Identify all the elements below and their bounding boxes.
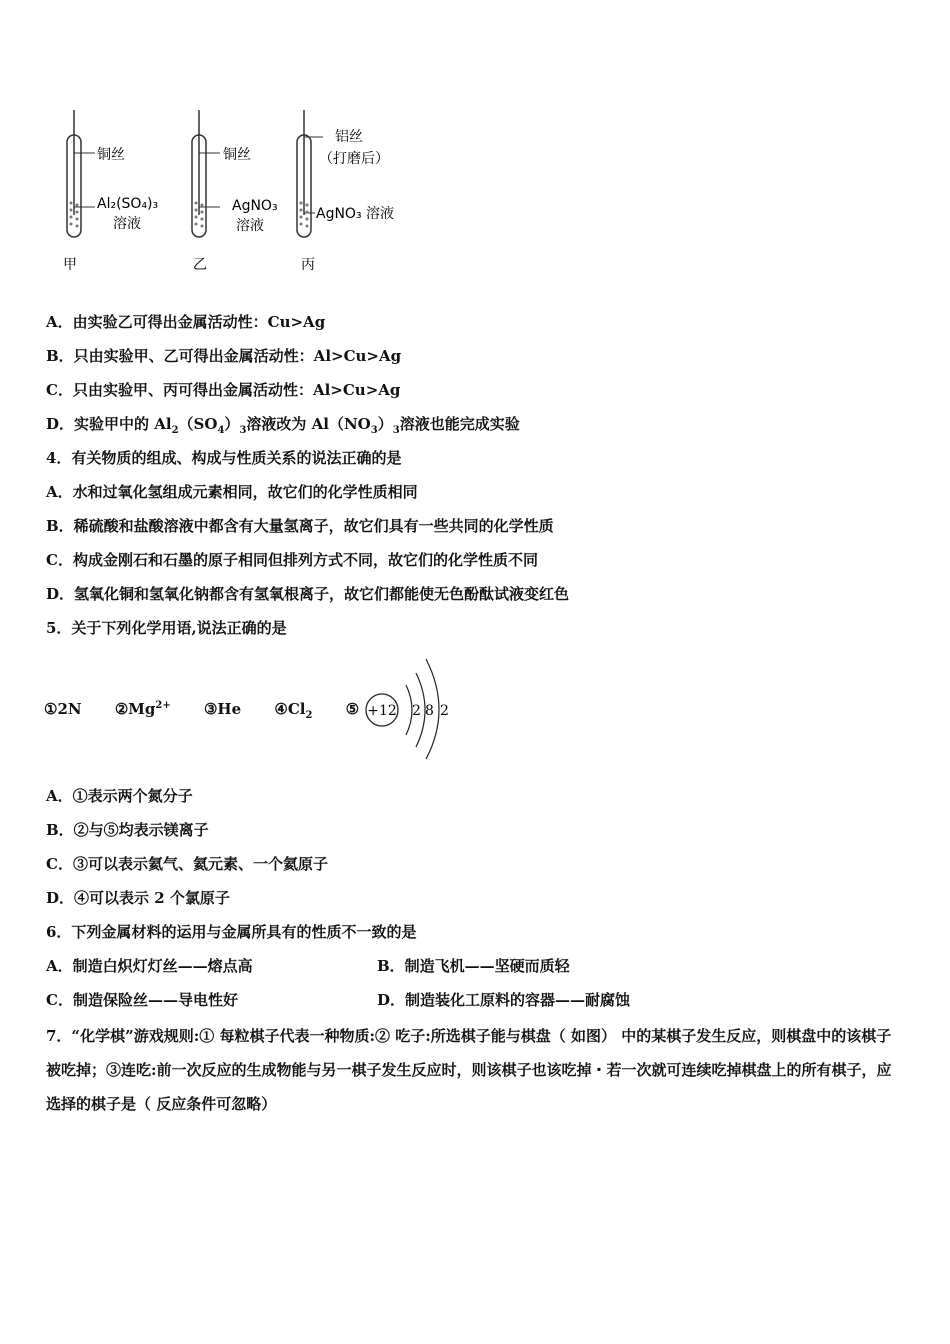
q5-stem: 5．关于下列化学用语,说法正确的是: [46, 619, 287, 637]
q3-option-b: B．只由实验甲、乙可得出金属活动性：Al>Cu>Ag: [46, 347, 402, 365]
q6-stem: 6．下列金属材料的运用与金属所具有的性质不一致的是: [46, 923, 417, 941]
q6-option-d: D．制造装化工原料的容器——耐腐蚀: [377, 991, 631, 1009]
q5-symbol-5: ⑤: [345, 700, 360, 718]
q3-d-mid2: ）: [224, 415, 240, 433]
tube-jia: [63, 110, 158, 273]
tube-bing-solution-label: AgNO₃ 溶液: [316, 206, 395, 222]
tube-jia-wire-label: 铜丝: [97, 147, 125, 163]
q3-d-prefix: D．实验甲中的 Al: [46, 415, 172, 433]
q5-option-c: C．③可以表示氦气、氦元素、一个氦原子: [46, 855, 328, 873]
tube-yi: [192, 110, 278, 273]
q5-cl: ④Cl: [274, 700, 306, 718]
atom-shell-3: 2: [440, 703, 449, 719]
q5-mg: ②Mg: [114, 700, 156, 718]
tube-bing-caption: 丙: [301, 257, 315, 273]
q3-option-a: A．由实验乙可得出金属活动性：Cu>Ag: [46, 313, 326, 331]
q6-option-c: C．制造保险丝——导电性好: [46, 991, 238, 1009]
q3-d-mid3: 溶液改为 Al（NO: [246, 415, 371, 433]
q4-option-c: C．构成金刚石和石墨的原子相同但排列方式不同，故它们的化学性质不同: [46, 551, 538, 569]
q5-symbol-1: ①2N: [44, 700, 82, 718]
q3-option-c: C．只由实验甲、丙可得出金属活动性：Al>Cu>Ag: [46, 381, 401, 399]
q5-symbol-3: ③He: [203, 700, 242, 718]
tube-jia-solution-label: Al₂(SO₄)₃: [97, 196, 159, 212]
q5-option-a: A．①表示两个氮分子: [46, 787, 193, 805]
q3-option-d: D．实验甲中的 $Al_2(SO_4)_3$溶液改为 $Al(NO_3)_3$溶液也能完成实验: [46, 415, 520, 436]
q5-symbol-row: [44, 700, 387, 721]
q3-d-mid1: （SO: [178, 415, 218, 433]
tube-yi-solution-label: AgNO₃: [232, 198, 278, 214]
q5-symbol-2: [115, 700, 171, 718]
q4-option-b: B．稀硫酸和盐酸溶液中都含有大量氢离子，故它们具有一些共同的化学性质: [46, 517, 554, 535]
q5-option-d: D．④可以表示 2 个氯原子: [46, 889, 230, 907]
q6-option-b: B．制造飞机——坚硬而质轻: [377, 957, 570, 975]
atom-nucleus: +12: [367, 703, 397, 719]
atom-structure-diagram: [360, 645, 460, 760]
q4-stem: 4．有关物质的组成、构成与性质关系的说法正确的是: [46, 449, 402, 467]
tube-bing-wire-note: （打磨后）: [319, 151, 389, 167]
q5-mg-charge: 2+: [155, 700, 171, 711]
q7-text: 7．“化学棋”游戏规则:① 每粒棋子代表一种物质:② 吃子:所选棋子能与棋盘（ 如图） 中的某棋子发生反应，则棋盘中的该棋子被吃掉；③连吃:前一次反应的生成物能与另一棋子发生反应时，则该棋子也该吃掉・若一次就可连续吃掉棋盘上的所有棋子，应选择的棋子是（ 反应条件可忽略）: [46, 1027, 892, 1113]
tube-yi-wire-label: 铜丝: [223, 147, 251, 163]
q3-d-end: 溶液也能完成实验: [399, 415, 520, 433]
q4-option-d: D．氢氧化铜和氢氧化钠都含有氢氧根离子，故它们都能使无色酚酞试液变红色: [46, 585, 570, 603]
test-tube-figure: [55, 105, 435, 285]
q4-option-a: A．水和过氧化氢组成元素相同，故它们的化学性质相同: [46, 483, 418, 501]
atom-shell-1: 2: [412, 703, 421, 719]
q3-d-mid4: ）: [377, 415, 393, 433]
q6-option-a: A．制造白炽灯灯丝——熔点高: [46, 957, 253, 975]
atom-shell-2: 8: [425, 703, 434, 719]
q5-option-b: B．②与⑤均表示镁离子: [46, 821, 209, 839]
q5-symbol-4: [274, 700, 312, 721]
tube-yi-caption: 乙: [193, 257, 207, 273]
tube-bing-wire-label: 铝丝: [335, 129, 363, 145]
tube-yi-solution-suffix: 溶液: [236, 218, 264, 234]
q5-cl-sub: 2: [305, 710, 313, 721]
tube-jia-caption: 甲: [63, 257, 77, 273]
tube-bing: [297, 110, 394, 273]
tube-jia-solution-suffix: 溶液: [113, 216, 141, 232]
